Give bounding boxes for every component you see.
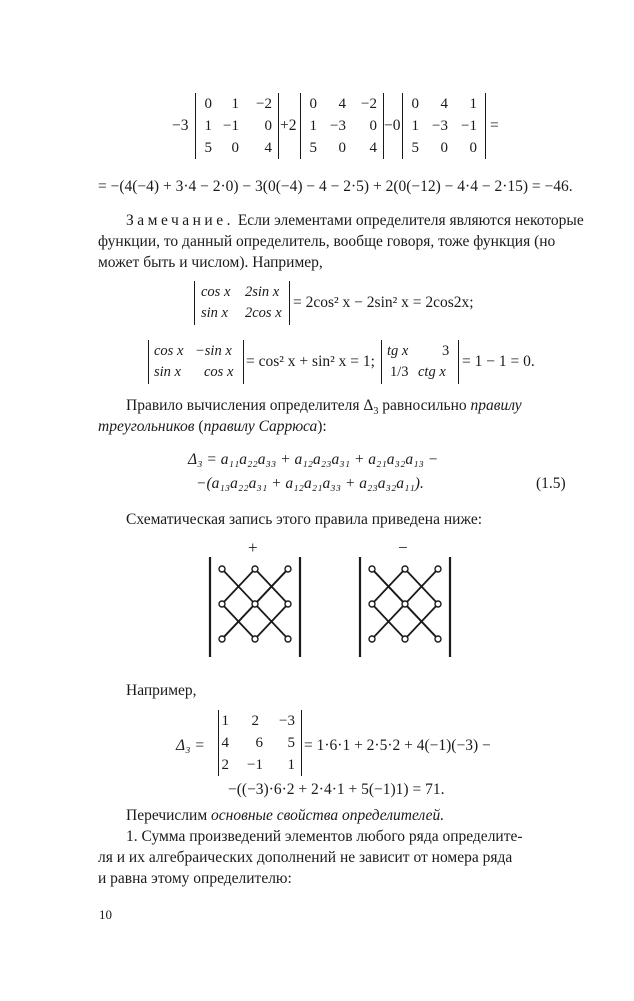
property-1-line-3: и равна этому определителю: <box>98 870 292 887</box>
example-2-matrix: cos x −sin x sin x cos x <box>148 340 244 384</box>
coef-minus-3: −3 <box>172 117 189 134</box>
determinant-2: 0 4 −2 1 −3 0 5 0 4 <box>300 93 384 159</box>
example-4-rhs-2: −((−3)·6·2 + 2·4·1 + 5(−1)1) = 71. <box>228 781 445 798</box>
example-4-matrix: 1 2 −3 4 6 5 2 −1 1 <box>218 710 302 776</box>
example-4-rhs-1: = 1·6·1 + 2·5·2 + 4(−1)(−3) − <box>304 737 491 754</box>
determinant-3: 0 4 1 1 −3 −1 5 0 0 <box>402 93 486 159</box>
sarrus-intro-line-2: треугольников (правилу Саррюса): <box>98 418 327 435</box>
remark-label: Замечание. <box>126 212 234 229</box>
op-minus-0: −0 <box>384 117 401 134</box>
schema-minus-sign: − <box>398 538 408 557</box>
example-2-rhs: = cos² x + sin² x = 1; <box>246 353 375 370</box>
example-label: Например, <box>126 682 197 699</box>
properties-intro: Перечислим основные свойства определителей. <box>126 807 445 824</box>
formula-line-2: −(a₁₃a₂₂a₃₁ + a₁₂a₂₁a₃₃ + a₂₃a₃₂a₁₁). <box>196 475 424 492</box>
result-line: = −(4(−4) + 3·4 − 2·0) − 3(0(−4) − 4 − 2·5) + 2(0(−12) − 4·4 − 2·15) = −46. <box>98 178 573 195</box>
remark-line-3: может быть и числом). Например, <box>98 254 323 271</box>
example-3-matrix: tg x 3 1/3 ctg x <box>381 340 459 384</box>
remark-text-1: Если элементами определителя являются некоторые <box>237 212 584 229</box>
page-number: 10 <box>99 907 112 922</box>
property-1-line-1: 1. Сумма произведений элементов любого ряда определите- <box>126 828 523 845</box>
equals-sign: = <box>490 117 499 134</box>
formula-number: (1.5) <box>536 475 566 492</box>
schema-intro-text: Схематическая запись этого правила приведена ниже: <box>126 511 483 528</box>
schema-plus-sign: + <box>248 538 258 557</box>
op-plus-2: +2 <box>280 117 297 134</box>
example-4-lhs: Δ₃ = <box>176 737 205 754</box>
example-1-rhs: = 2cos² x − 2sin² x = 2cos2x; <box>293 294 474 311</box>
sarrus-diagram <box>200 553 460 661</box>
example-3-rhs: = 1 − 1 = 0. <box>462 353 535 370</box>
formula-line-1: Δ₃ = a₁₁a₂₂a₃₃ + a₁₂a₂₃a₃₁ + a₂₁a₃₂a₁₃ − <box>188 451 439 468</box>
sarrus-intro-line-1: Правило вычисления определителя $\Delta_3$ равносильно правилу <box>126 397 522 418</box>
determinant-1: 0 1 −2 1 −1 0 5 0 4 <box>195 93 279 159</box>
example-1-matrix: cos x 2sin x sin x 2cos x <box>194 281 290 325</box>
property-1-line-2: ля и их алгебраических дополнений не зависит от номера ряда <box>98 849 513 866</box>
remark-line-2: функции, то данный определитель, вообще говоря, тоже функция (но <box>98 233 556 250</box>
remark-line-1 <box>126 213 584 229</box>
